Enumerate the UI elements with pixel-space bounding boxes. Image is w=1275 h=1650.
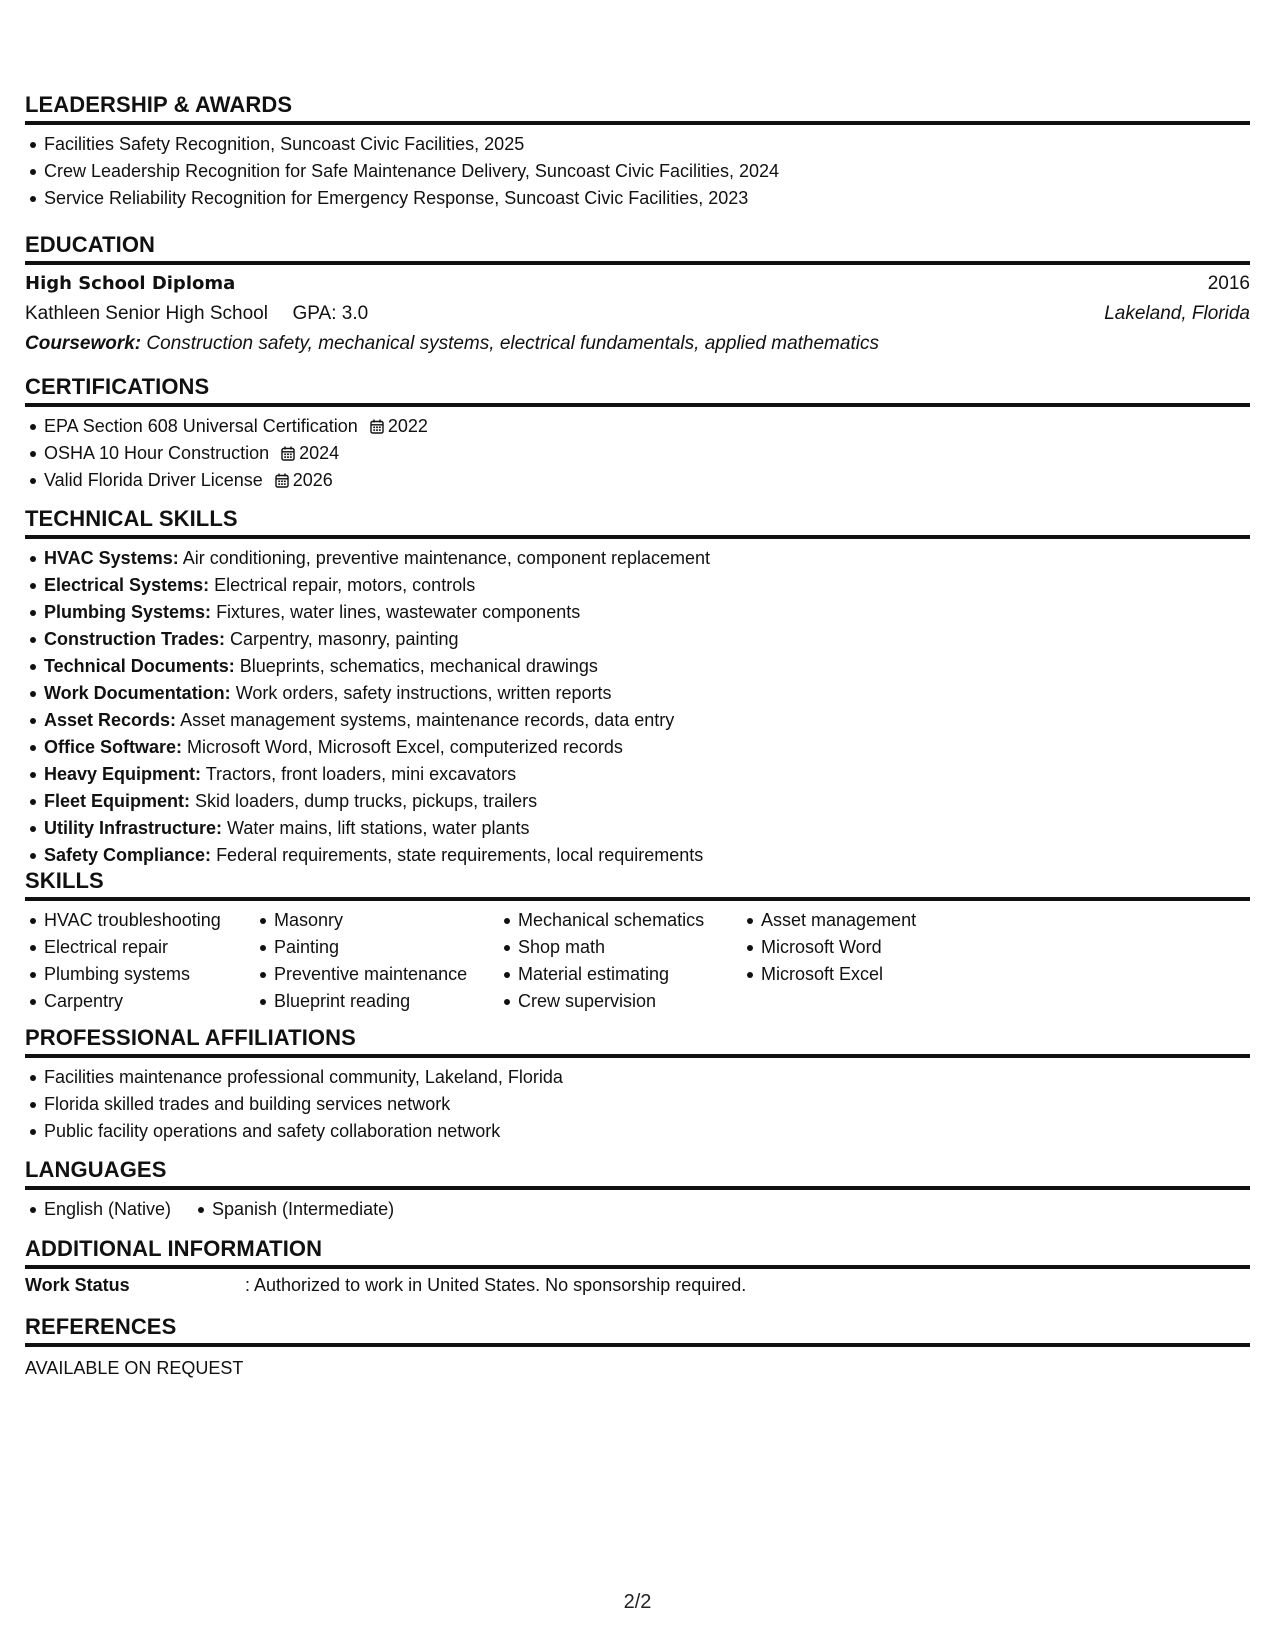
list-item: Fleet Equipment: Skid loaders, dump trucks, pickups, trailers [25, 788, 1250, 815]
languages-list [25, 1196, 1250, 1223]
list-item: Florida skilled trades and building services network [25, 1091, 1250, 1118]
list-item: Asset Records: Asset management systems, maintenance records, data entry [25, 707, 1250, 734]
list-item: Crew supervision [499, 988, 742, 1015]
calendar-icon [370, 419, 384, 434]
list-item: Mechanical schematics [499, 907, 742, 934]
list-item: Carpentry [25, 988, 255, 1015]
bullet-icon [504, 918, 510, 924]
list-item: English (Native) [25, 1196, 193, 1223]
bullet-icon [30, 691, 36, 697]
list-item: Facilities maintenance professional community, Lakeland, Florida [25, 1064, 1250, 1091]
bullet-icon [30, 772, 36, 778]
section-title-education: EDUCATION [25, 232, 1250, 265]
bullet-icon [747, 972, 753, 978]
bullet-icon [30, 1075, 36, 1081]
list-item: Office Software: Microsoft Word, Microsoft Excel, computerized records [25, 734, 1250, 761]
list-item: Spanish (Intermediate) [193, 1196, 453, 1223]
calendar-icon [281, 446, 295, 461]
list-item: Plumbing systems [25, 961, 255, 988]
skills-columns [25, 907, 1250, 1015]
bullet-icon [260, 918, 266, 924]
list-item: HVAC Systems: Air conditioning, preventive maintenance, component replacement [25, 545, 1250, 572]
bullet-icon [30, 196, 36, 202]
bullet-icon [30, 826, 36, 832]
coursework-row [25, 329, 1250, 359]
certifications-list [25, 413, 1250, 494]
references-text: AVAILABLE ON REQUEST [25, 1358, 244, 1378]
bullet-icon [260, 972, 266, 978]
skills-section [25, 868, 1250, 1015]
bullet-icon [30, 799, 36, 805]
list-item: Painting [255, 934, 499, 961]
list-item: HVAC troubleshooting [25, 907, 255, 934]
list-item: Electrical repair [25, 934, 255, 961]
bullet-icon [260, 945, 266, 951]
list-item: Plumbing Systems: Fixtures, water lines, wastewater components [25, 599, 1250, 626]
list-item: OSHA 10 Hour Construction 2024 [25, 440, 1250, 467]
bullet-icon [747, 918, 753, 924]
leadership-section [25, 92, 1250, 212]
bullet-icon [30, 718, 36, 724]
bullet-icon [30, 451, 36, 457]
list-item: Utility Infrastructure: Water mains, lift stations, water plants [25, 815, 1250, 842]
list-item: Electrical Systems: Electrical repair, motors, controls [25, 572, 1250, 599]
education-section [25, 232, 1250, 359]
bullet-icon [504, 999, 510, 1005]
education-location: Lakeland, Florida [1104, 303, 1250, 324]
work-status-label: Work Status [25, 1275, 130, 1295]
additional-section [25, 1236, 1250, 1299]
list-item: Heavy Equipment: Tractors, front loaders, mini excavators [25, 761, 1250, 788]
bullet-icon [30, 945, 36, 951]
list-item: Service Reliability Recognition for Emergency Response, Suncoast Civic Facilities, 2023 [25, 185, 1250, 212]
section-title-additional: ADDITIONAL INFORMATION [25, 1236, 1250, 1269]
skills-column-2 [255, 907, 499, 1015]
calendar-icon [275, 473, 289, 488]
list-item: Technical Documents: Blueprints, schematics, mechanical drawings [25, 653, 1250, 680]
section-title-references: REFERENCES [25, 1314, 1250, 1347]
bullet-icon [504, 945, 510, 951]
languages-section [25, 1157, 1250, 1223]
section-title-affiliations: PROFESSIONAL AFFILIATIONS [25, 1025, 1250, 1058]
bullet-icon [30, 664, 36, 670]
list-item: Construction Trades: Carpentry, masonry, painting [25, 626, 1250, 653]
skills-column-1 [25, 907, 255, 1015]
bullet-icon [504, 972, 510, 978]
bullet-icon [30, 142, 36, 148]
list-item: Material estimating [499, 961, 742, 988]
bullet-icon [30, 424, 36, 430]
bullet-icon [30, 583, 36, 589]
list-item: Blueprint reading [255, 988, 499, 1015]
list-item: Microsoft Word [742, 934, 1002, 961]
bullet-icon [30, 999, 36, 1005]
affiliations-list [25, 1064, 1250, 1145]
list-item: Microsoft Excel [742, 961, 1002, 988]
gpa: GPA: 3.0 [292, 303, 369, 324]
section-title-skills: SKILLS [25, 868, 1250, 901]
section-title-languages: LANGUAGES [25, 1157, 1250, 1190]
list-item: Asset management [742, 907, 1002, 934]
technical-skills-section [25, 506, 1250, 869]
section-title-leadership: LEADERSHIP & AWARDS [25, 92, 1250, 125]
bullet-icon [30, 1102, 36, 1108]
list-item: Work Documentation: Work orders, safety instructions, written reports [25, 680, 1250, 707]
list-item: EPA Section 608 Universal Certification 2022 [25, 413, 1250, 440]
bullet-icon [30, 1207, 36, 1213]
list-item: Preventive maintenance [255, 961, 499, 988]
degree-name: High School Diploma [25, 273, 236, 294]
education-degree-row [25, 269, 1250, 299]
list-item: Facilities Safety Recognition, Suncoast Civic Facilities, 2025 [25, 131, 1250, 158]
bullet-icon [747, 945, 753, 951]
coursework-label: Coursework: [25, 333, 142, 354]
list-item: Shop math [499, 934, 742, 961]
bullet-icon [30, 745, 36, 751]
coursework-text: Construction safety, mechanical systems, electrical fundamentals, applied mathematics [146, 333, 879, 354]
bullet-icon [30, 556, 36, 562]
bullet-icon [198, 1207, 204, 1213]
list-item: Public facility operations and safety collaboration network [25, 1118, 1250, 1145]
school-name: Kathleen Senior High School [25, 303, 268, 324]
certifications-section [25, 374, 1250, 494]
bullet-icon [30, 918, 36, 924]
bullet-icon [30, 972, 36, 978]
bullet-icon [260, 999, 266, 1005]
page-number: 2/2 [623, 1591, 652, 1613]
list-item: Safety Compliance: Federal requirements, state requirements, local requirements [25, 842, 1250, 869]
bullet-icon [30, 169, 36, 175]
references-section [25, 1314, 1250, 1382]
bullet-icon [30, 637, 36, 643]
bullet-icon [30, 610, 36, 616]
bullet-icon [30, 1129, 36, 1135]
list-item: Masonry [255, 907, 499, 934]
technical-skills-list [25, 545, 1250, 869]
skills-column-3 [499, 907, 742, 1015]
list-item: Valid Florida Driver License 2026 [25, 467, 1250, 494]
bullet-icon [30, 478, 36, 484]
section-title-certifications: CERTIFICATIONS [25, 374, 1250, 407]
leadership-list [25, 131, 1250, 212]
section-title-technical-skills: TECHNICAL SKILLS [25, 506, 1250, 539]
education-year: 2016 [1207, 273, 1250, 294]
list-item: Crew Leadership Recognition for Safe Maintenance Delivery, Suncoast Civic Facilities, 2024 [25, 158, 1250, 185]
skills-column-4 [742, 907, 1002, 1015]
work-status-row [25, 1272, 1250, 1299]
work-status-value: : Authorized to work in United States. No sponsorship required. [245, 1275, 747, 1295]
bullet-icon [30, 853, 36, 859]
affiliations-section [25, 1025, 1250, 1145]
education-school-row [25, 299, 1250, 329]
